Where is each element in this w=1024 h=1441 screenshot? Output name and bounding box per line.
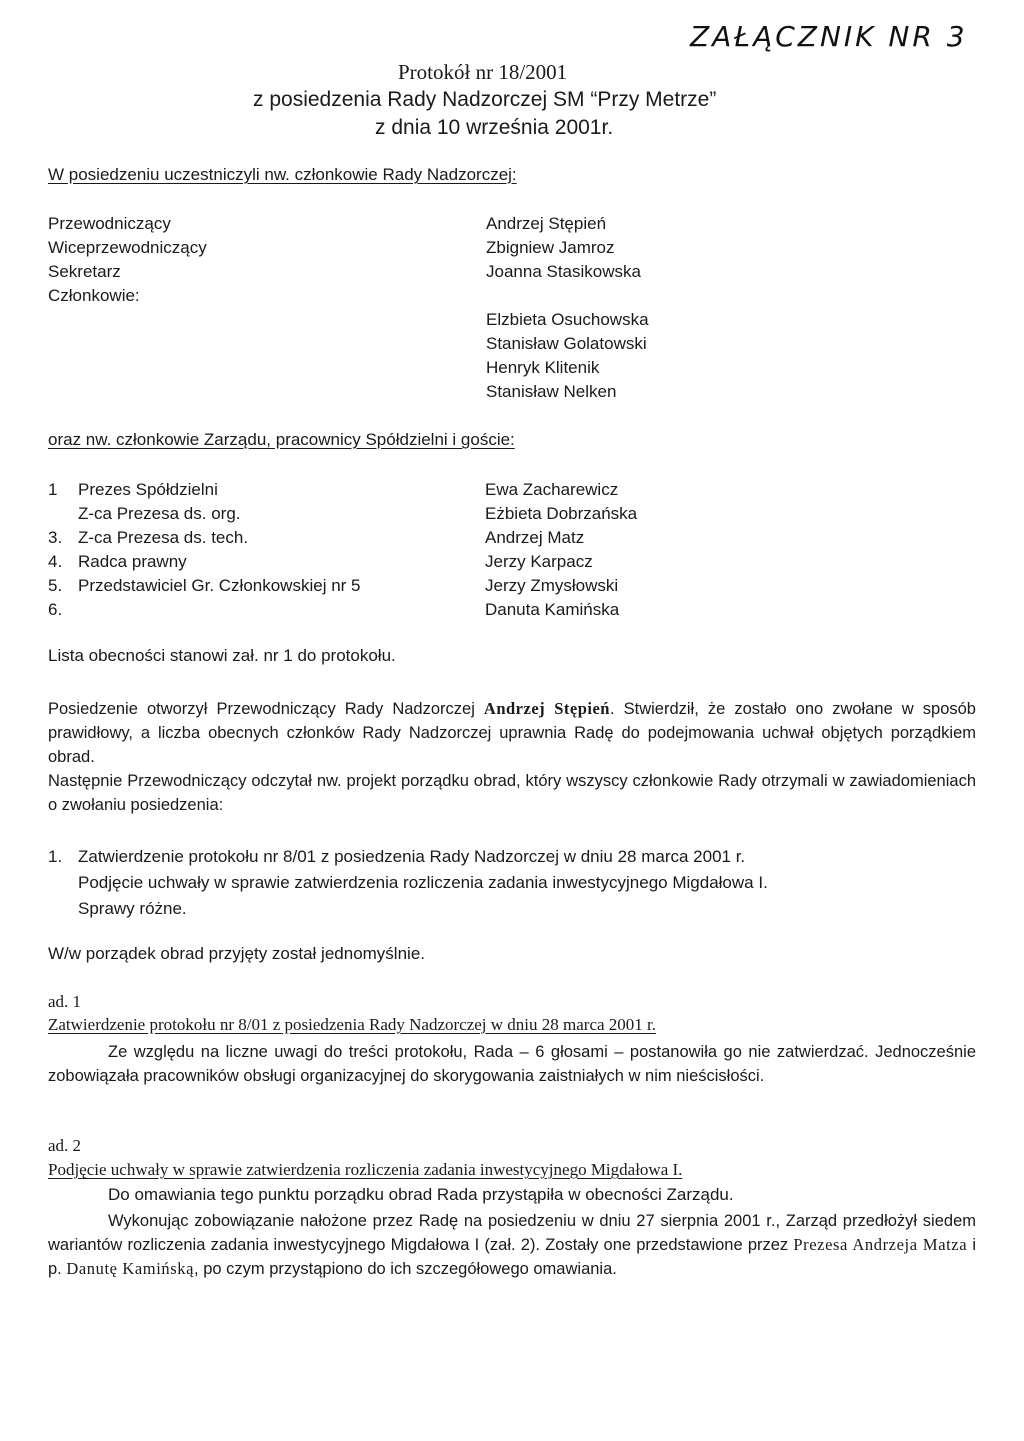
- ad2-first-line: Do omawiania tego punktu porządku obrad Rada przystąpiła w obecności Zarządu.: [108, 1185, 734, 1204]
- board-row: [48, 574, 748, 598]
- board-row-number: 1: [48, 480, 58, 499]
- board-row-number: 3.: [48, 528, 63, 547]
- handwritten-annotation: ZAŁĄCZNIK NR 3: [690, 20, 968, 53]
- board-row-name: Ewa Zacharewicz: [485, 480, 619, 499]
- board-row-name: Jerzy Karpacz: [485, 552, 593, 571]
- ad1-heading: Zatwierdzenie protokołu nr 8/01 z posiedzenia Rady Nadzorczej w dniu 28 marca 2001 r.: [48, 1015, 657, 1034]
- council-officer-name: Andrzej Stępień: [486, 214, 607, 233]
- council-roles: [48, 212, 207, 308]
- board-row: [48, 526, 748, 550]
- agenda-item-text: Podjęcie uchwały w sprawie zatwierdzenia rozliczenia zadania inwestycyjnego Migdałowa I.: [78, 873, 768, 892]
- council-officers: [486, 212, 641, 284]
- council-officer-name: Joanna Stasikowska: [486, 262, 641, 281]
- ad2-heading: Podjęcie uchwały w sprawie zatwierdzenia rozliczenia zadania inwestycyjnego Migdałowa I.: [48, 1160, 683, 1179]
- opening-text-end: . Stwierdził, że zostało ono zwołane w sposób prawidłowy, a liczba obecnych członków Rady Nadzorczej uprawnia Radę do podejmowania uchwał objętych porządkiem obrad.: [48, 700, 976, 766]
- document-date: z dnia 10 września 2001r.: [375, 116, 614, 139]
- opening-paragraph: [48, 697, 976, 769]
- council-role: Wiceprzewodniczący: [48, 238, 207, 257]
- ad2-text-mid: i p.: [48, 1236, 976, 1278]
- document-title: Protokół nr 18/2001: [398, 60, 568, 84]
- board-row-role: Z-ca Prezesa ds. tech.: [78, 528, 249, 547]
- board-row-name: Andrzej Matz: [485, 528, 585, 547]
- document-subtitle: z posiedzenia Rady Nadzorczej SM “Przy Metrze”: [253, 88, 717, 111]
- council-member-name: Henryk Klitenik: [486, 358, 600, 377]
- board-list: [48, 478, 748, 622]
- council-role: Przewodniczący: [48, 214, 171, 233]
- chairman-name: Andrzej Stępień: [483, 699, 610, 718]
- ad1-paragraph: Ze względu na liczne uwagi do treści protokołu, Rada – 6 głosami – postanowiła go nie zatwierdzać. Jednocześnie zobowiązała pracowników obsługi organizacyjnej do skorygowania zaistniałych w nim nieścisłości.: [48, 1043, 976, 1085]
- board-row: [48, 598, 748, 622]
- council-member-name: Stanisław Golatowski: [486, 334, 647, 353]
- council-member-name: Stanisław Nelken: [486, 382, 617, 401]
- council-role: Sekretarz: [48, 262, 121, 281]
- ad2-label: ad. 2: [48, 1136, 82, 1155]
- board-row-number: 5.: [48, 576, 63, 595]
- agenda-item-text: Zatwierdzenie protokołu nr 8/01 z posiedzenia Rady Nadzorczej w dniu 28 marca 2001 r.: [78, 847, 746, 866]
- council-members: [486, 308, 649, 404]
- board-intro: oraz nw. członkowie Zarządu, pracownicy Spółdzielni i goście:: [48, 430, 515, 449]
- council-role: Członkowie:: [48, 286, 140, 305]
- ad1-label: ad. 1: [48, 992, 82, 1011]
- agenda-reading-paragraph: Następnie Przewodniczący odczytał nw. projekt porządku obrad, który wszyscy członkowie Rady otrzymali w zawiadomieniach o zwołaniu posiedzenia:: [48, 772, 976, 814]
- ad2-presenter-1: Prezesa Andrzeja Matza: [793, 1235, 968, 1254]
- board-row: [48, 502, 748, 526]
- board-row-name: Danuta Kamińska: [485, 600, 620, 619]
- board-row: [48, 550, 748, 574]
- agenda-accepted-note: W/w porządek obrad przyjęty został jednomyślnie.: [48, 944, 425, 963]
- ad2-text: Wykonując zobowiązanie nałożone przez Radę na posiedzeniu w dniu 27 sierpnia 2001 r., Zarząd przedłożył siedem wariantów rozliczenia zadania inwestycyjnego Migdałowa I (zał. 2). Zostały one przedstawione przez: [48, 1212, 976, 1254]
- agenda-item-text: Sprawy różne.: [78, 899, 187, 918]
- board-row-number: 6.: [48, 600, 63, 619]
- board-row-name: Eżbieta Dobrzańska: [485, 504, 638, 523]
- board-row-name: Jerzy Zmysłowski: [485, 576, 619, 595]
- ad2-presenter-2: Danutę Kamińską: [66, 1259, 195, 1278]
- board-row: [48, 478, 748, 502]
- board-row-role: Z-ca Prezesa ds. org.: [78, 504, 241, 523]
- attendance-note: Lista obecności stanowi zał. nr 1 do protokołu.: [48, 646, 396, 665]
- board-row-role: Prezes Spółdzielni: [78, 480, 218, 499]
- council-member-name: Elzbieta Osuchowska: [486, 310, 649, 329]
- board-row-number: 4.: [48, 552, 63, 571]
- opening-text: Posiedzenie otworzył Przewodniczący Rady Nadzorczej: [48, 700, 484, 718]
- board-row-role: Radca prawny: [78, 552, 187, 571]
- agenda-item-number: 1.: [48, 847, 63, 866]
- ad2-paragraph: [48, 1209, 976, 1281]
- board-row-role: Przedstawiciel Gr. Członkowskiej nr 5: [78, 576, 361, 595]
- council-officer-name: Zbigniew Jamroz: [486, 238, 615, 257]
- ad2-text-end: , po czym przystąpiono do ich szczegółowego omawiania.: [194, 1260, 617, 1278]
- council-intro: W posiedzeniu uczestniczyli nw. członkowie Rady Nadzorczej:: [48, 165, 517, 184]
